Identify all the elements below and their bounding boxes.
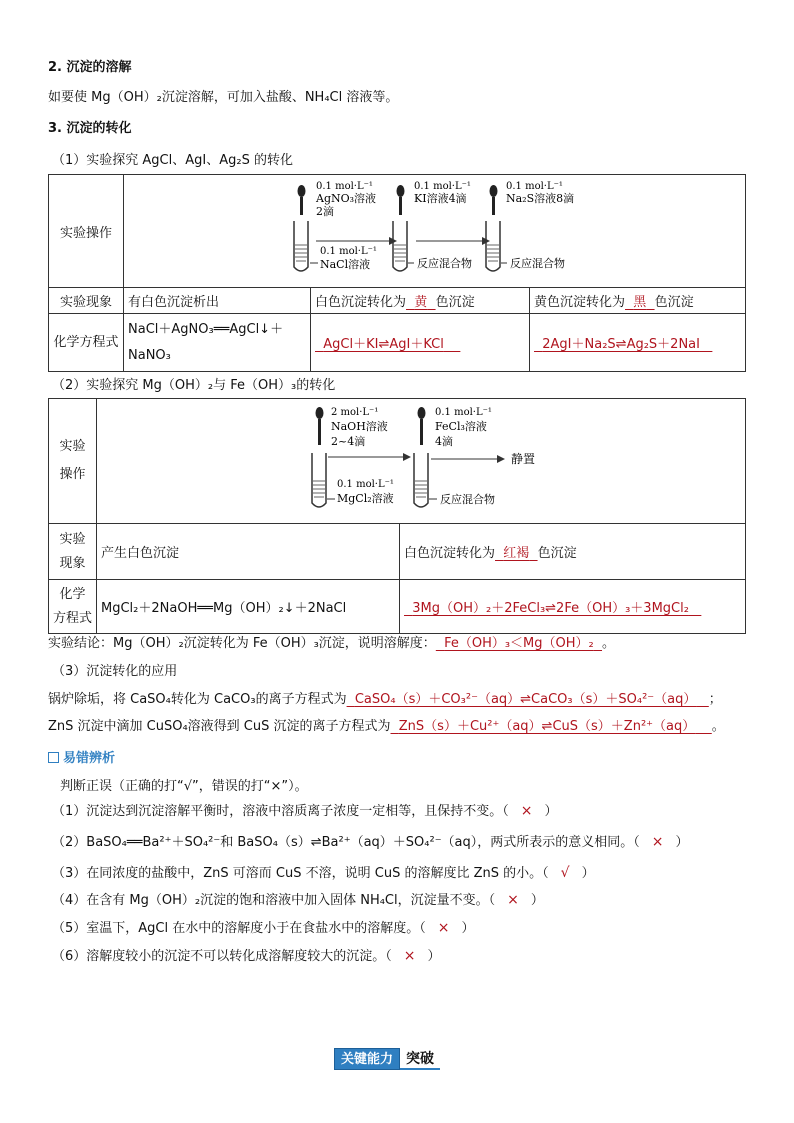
exp2-eq2: 3Mg（OH）₂＋2FeCl₃⇌2Fe（OH）₃＋3MgCl₂ (400, 580, 746, 634)
test-tube-icon (393, 185, 407, 271)
application-title: （3）沉淀转化的应用 (52, 664, 178, 679)
error-item-mark: × (520, 803, 533, 819)
exp2-phen2: 白色沉淀转化为 红褐 色沉淀 (400, 524, 746, 580)
test-tube-icon (312, 407, 326, 507)
error-item-end: ） (581, 866, 595, 881)
error-item (52, 831, 689, 850)
exp1-apparatus-diagram (124, 175, 744, 283)
footer-title: 突破 (400, 1048, 440, 1070)
error-item-mark: √ (560, 865, 570, 881)
errors-heading: 易错辨析 (48, 747, 115, 766)
section-3-heading: 3. 沉淀的转化 (48, 121, 132, 136)
drop3-label-b: Na₂S溶液8滴 (506, 192, 575, 205)
application-1: 锅炉除垢，将 CaSO₄转化为 CaCO₃的离子方程式为 CaSO₄（s）＋CO₃²⁻（aq）⇌CaCO₃（s）＋SO₄²⁻（aq） ； (48, 692, 722, 707)
error-item-mark: × (437, 920, 450, 936)
error-item (52, 917, 475, 936)
exp2-apparatus-cell (97, 399, 746, 524)
exp2-drop1-label: 2 mol·L⁻¹ (331, 407, 379, 418)
tube2-label: 反应混合物 (417, 257, 472, 270)
exp1-phen2: 白色沉淀转化为 黄 色沉淀 (311, 288, 530, 314)
exp2-table (48, 398, 746, 634)
exp1-row-operation-label: 实验操作 (49, 175, 124, 288)
exp2-tube2-label: 反应混合物 (440, 493, 495, 506)
checkbox-icon (48, 752, 59, 763)
exp2-drop2-label-b: FeCl₃溶液 (435, 420, 487, 433)
error-item (52, 800, 558, 819)
exp2-rest-label: 静置 (511, 452, 536, 466)
application-2: ZnS 沉淀中滴加 CuSO₄溶液得到 CuS 沉淀的离子方程式为 ZnS（s）＋Cu²⁺（aq）⇌CuS（s）＋Zn²⁺（aq） 。 (48, 719, 725, 734)
error-item-end: ） (530, 893, 544, 908)
tube3-label: 反应混合物 (510, 257, 565, 270)
exp2-drop1-label-b: NaOH溶液 (331, 420, 388, 433)
drop3-label: 0.1 mol·L⁻¹ (506, 181, 563, 192)
error-item-text: （5）室温下，AgCl 在水中的溶解度小于在食盐水中的溶解度。（ (52, 921, 426, 936)
error-item (52, 889, 544, 908)
test-tube-icon (294, 185, 308, 271)
tube1-label: 0.1 mol·L⁻¹ (320, 246, 377, 257)
exp2-title: （2）实验探究 Mg（OH）₂与 Fe（OH）₃的转化 (52, 378, 336, 393)
error-item (52, 945, 441, 964)
exp1-phen3: 黄色沉淀转化为 黑 色沉淀 (530, 288, 746, 314)
exp1-row-equation-label: 化学方程式 (49, 314, 124, 372)
exp2-row-equation-label: 化学 方程式 (49, 580, 97, 634)
tube1-label-b: NaCl溶液 (320, 258, 371, 271)
exp2-row-phenomenon-label: 实验 现象 (49, 524, 97, 580)
error-item-end: ） (461, 921, 475, 936)
error-item-text: （4）在含有 Mg（OH）₂沉淀的饱和溶液中加入固体 NH₄Cl，沉淀量不变。（ (52, 893, 496, 908)
error-item-text: （3）在同浓度的盐酸中，ZnS 可溶而 CuS 不溶，说明 CuS 的溶解度比 ZnS 的小。（ (52, 866, 549, 881)
error-item-end: ） (544, 804, 558, 819)
exp2-apparatus-diagram (97, 399, 745, 519)
exp2-phen1: 产生白色沉淀 (97, 524, 400, 580)
exp2-tube1-label-b: MgCl₂溶液 (337, 492, 394, 505)
exp2-row-operation-label: 实验 操作 (49, 399, 97, 524)
test-tube-icon (486, 185, 500, 271)
error-item-mark: × (403, 948, 416, 964)
section-2-text: 如要使 Mg（OH）₂沉淀溶解，可加入盐酸、NH₄Cl 溶液等。 (48, 90, 399, 105)
exp1-eq2: AgCl＋KI⇌AgI＋KCl (311, 314, 530, 372)
error-item-end: ） (427, 949, 441, 964)
exp1-apparatus-cell (124, 175, 746, 288)
drop1-label: 0.1 mol·L⁻¹ (316, 181, 373, 192)
exp1-row-phenomenon-label: 实验现象 (49, 288, 124, 314)
error-item-end: ） (675, 835, 689, 850)
error-item-mark: × (651, 834, 664, 850)
exp1-table (48, 174, 746, 372)
exp2-eq1: MgCl₂＋2NaOH══Mg（OH）₂↓＋2NaCl (97, 580, 400, 634)
exp1-phen1: 有白色沉淀析出 (124, 288, 311, 314)
error-item-text: （6）溶解度较小的沉淀不可以转化成溶解度较大的沉淀。（ (52, 949, 392, 964)
exp1-title: （1）实验探究 AgCl、AgI、Ag₂S 的转化 (52, 153, 293, 168)
exp2-tube1-label: 0.1 mol·L⁻¹ (337, 479, 394, 490)
conclusion: 实验结论：Mg（OH）₂沉淀转化为 Fe（OH）₃沉淀，说明溶解度： Fe（OH）₃＜Mg（OH）₂ 。 (48, 636, 616, 651)
errors-intro: 判断正误（正确的打“√”，错误的打“×”）。 (60, 779, 308, 794)
error-item-text: （2）BaSO₄══Ba²⁺＋SO₄²⁻和 BaSO₄（s）⇌Ba²⁺（aq）＋SO₄²⁻（aq），两式所表示的意义相同。（ (52, 835, 640, 850)
test-tube-icon (414, 407, 428, 507)
exp1-eq3: 2AgI＋Na₂S⇌Ag₂S＋2NaI (530, 314, 746, 372)
drop1-label-c: 2滴 (316, 205, 334, 218)
error-item (52, 862, 595, 881)
footer-badge (334, 1048, 440, 1070)
drop1-label-b: AgNO₃溶液 (316, 192, 377, 205)
error-item-text: （1）沉淀达到沉淀溶解平衡时，溶液中溶质离子浓度一定相等，且保持不变。（ (52, 804, 509, 819)
error-item-mark: × (507, 892, 519, 908)
section-2-heading: 2. 沉淀的溶解 (48, 60, 132, 75)
drop2-label-b: KI溶液4滴 (414, 192, 467, 205)
exp2-drop1-label-c: 2~4滴 (331, 435, 366, 448)
drop2-label: 0.1 mol·L⁻¹ (414, 181, 471, 192)
exp2-drop2-label-c: 4滴 (435, 435, 453, 448)
footer-badge-label: 关键能力 (334, 1048, 400, 1070)
exp2-drop2-label: 0.1 mol·L⁻¹ (435, 407, 492, 418)
exp1-eq1: NaCl＋AgNO₃══AgCl↓＋ NaNO₃ (124, 314, 311, 372)
